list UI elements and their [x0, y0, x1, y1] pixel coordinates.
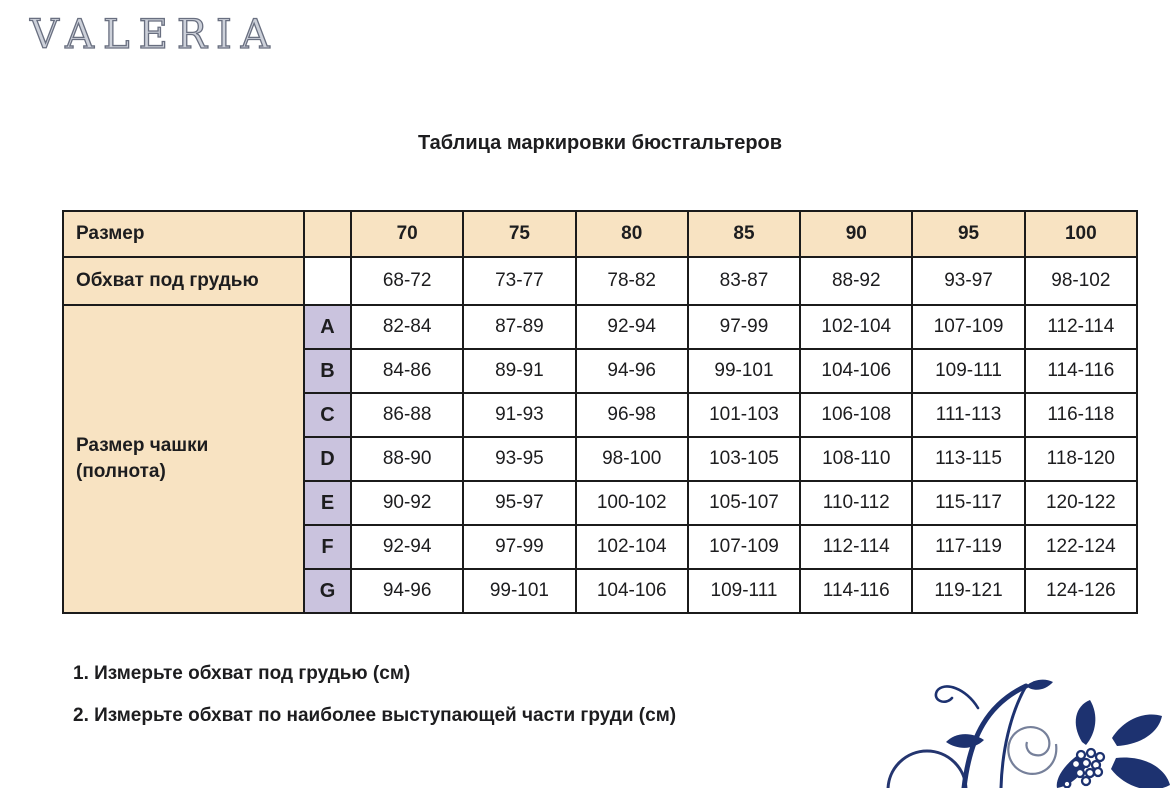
- size-header-cell: 75: [463, 211, 575, 257]
- range-cell: 104-106: [800, 349, 912, 393]
- range-cell: 96-98: [576, 393, 688, 437]
- range-cell: 94-96: [576, 349, 688, 393]
- range-cell: 113-115: [912, 437, 1024, 481]
- range-cell: 106-108: [800, 393, 912, 437]
- size-header-cell: 70: [351, 211, 463, 257]
- floral-flourish-icon: [878, 678, 1173, 788]
- range-cell: 102-104: [576, 525, 688, 569]
- range-cell: 97-99: [463, 525, 575, 569]
- underbust-cell: 73-77: [463, 257, 575, 305]
- range-cell: 107-109: [912, 305, 1024, 349]
- cup-group-label: Размер чашки (полнота): [63, 305, 304, 613]
- underbust-cell: 98-102: [1025, 257, 1137, 305]
- range-cell: 117-119: [912, 525, 1024, 569]
- size-header-cell: 85: [688, 211, 800, 257]
- range-cell: 107-109: [688, 525, 800, 569]
- range-cell: 84-86: [351, 349, 463, 393]
- underbust-cell: 83-87: [688, 257, 800, 305]
- range-cell: 110-112: [800, 481, 912, 525]
- spacer-cell: [304, 257, 351, 305]
- size-header-cell: 100: [1025, 211, 1137, 257]
- size-header-cell: 80: [576, 211, 688, 257]
- range-cell: 88-90: [351, 437, 463, 481]
- range-cell: 93-95: [463, 437, 575, 481]
- page-title: Таблица маркировки бюстгальтеров: [417, 132, 783, 154]
- range-cell: 111-113: [912, 393, 1024, 437]
- range-cell: 91-93: [463, 393, 575, 437]
- underbust-cell: 88-92: [800, 257, 912, 305]
- range-cell: 103-105: [688, 437, 800, 481]
- range-cell: 116-118: [1025, 393, 1137, 437]
- range-cell: 87-89: [463, 305, 575, 349]
- range-cell: 118-120: [1025, 437, 1137, 481]
- range-cell: 112-114: [1025, 305, 1137, 349]
- range-cell: 101-103: [688, 393, 800, 437]
- range-cell: 99-101: [688, 349, 800, 393]
- range-cell: 122-124: [1025, 525, 1137, 569]
- range-cell: 104-106: [576, 569, 688, 613]
- range-cell: 100-102: [576, 481, 688, 525]
- range-cell: 109-111: [688, 569, 800, 613]
- range-cell: 114-116: [1025, 349, 1137, 393]
- cup-letter-cell: E: [304, 481, 351, 525]
- brand-logo: VALERIA: [30, 12, 279, 58]
- underbust-cell: 78-82: [576, 257, 688, 305]
- range-cell: 114-116: [800, 569, 912, 613]
- range-cell: 95-97: [463, 481, 575, 525]
- cup-letter-cell: G: [304, 569, 351, 613]
- cup-letter-cell: D: [304, 437, 351, 481]
- range-cell: 99-101: [463, 569, 575, 613]
- underbust-cell: 68-72: [351, 257, 463, 305]
- range-cell: 105-107: [688, 481, 800, 525]
- size-header-cell: 95: [912, 211, 1024, 257]
- range-cell: 112-114: [800, 525, 912, 569]
- range-cell: 109-111: [912, 349, 1024, 393]
- range-cell: 92-94: [351, 525, 463, 569]
- range-cell: 119-121: [912, 569, 1024, 613]
- cup-letter-cell: F: [304, 525, 351, 569]
- range-cell: 89-91: [463, 349, 575, 393]
- instruction-step-2: 2. Измерьте обхват по наиболее выступающей части груди (см): [73, 705, 677, 726]
- range-cell: 115-117: [912, 481, 1024, 525]
- range-cell: 120-122: [1025, 481, 1137, 525]
- cup-letter-cell: A: [304, 305, 351, 349]
- bra-size-table: [62, 210, 1138, 614]
- range-cell: 102-104: [800, 305, 912, 349]
- instruction-step-1: 1. Измерьте обхват под грудью (см): [73, 663, 411, 684]
- table-row: [63, 305, 1137, 349]
- range-cell: 82-84: [351, 305, 463, 349]
- table-row: [63, 257, 1137, 305]
- size-row-label: Размер: [63, 211, 304, 257]
- size-header-cell: 90: [800, 211, 912, 257]
- range-cell: 124-126: [1025, 569, 1137, 613]
- range-cell: 92-94: [576, 305, 688, 349]
- spacer-cell: [304, 211, 351, 257]
- range-cell: 86-88: [351, 393, 463, 437]
- range-cell: 90-92: [351, 481, 463, 525]
- range-cell: 97-99: [688, 305, 800, 349]
- cup-letter-cell: C: [304, 393, 351, 437]
- underbust-row-label: Обхват под грудью: [63, 257, 304, 305]
- range-cell: 98-100: [576, 437, 688, 481]
- range-cell: 108-110: [800, 437, 912, 481]
- table-row: [63, 211, 1137, 257]
- underbust-cell: 93-97: [912, 257, 1024, 305]
- cup-letter-cell: B: [304, 349, 351, 393]
- range-cell: 94-96: [351, 569, 463, 613]
